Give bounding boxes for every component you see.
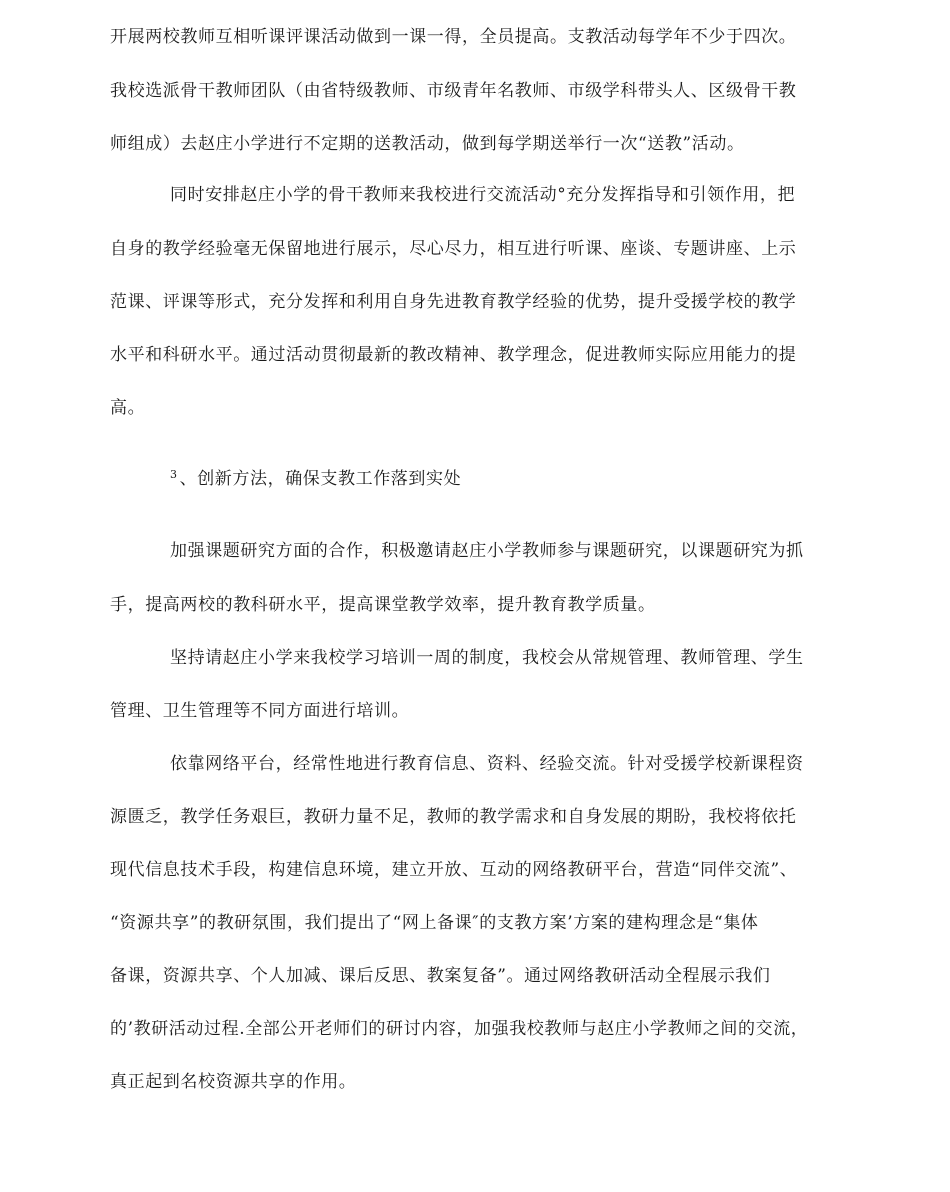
- section-title: 、创新方法，确保支教工作落到实处: [179, 469, 462, 489]
- text-line: 备课，资源共享、个人加减、课后反思、教案复备”。通过网络教研活动全程展示我们: [110, 966, 771, 986]
- paragraph-start: 坚持请赵庄小学来我校学习培训一周的制度，我校会从常规管理、教师管理、学生: [170, 648, 804, 668]
- text-line: 现代信息技术手段，构建信息环境，建立开放、互动的网络教研平台，营造“同伴交流”、: [110, 860, 798, 880]
- paragraph-start: 同时安排赵庄小学的骨干教师来我校进行交流活动°充分发挥指导和引领作用，把: [170, 185, 796, 205]
- text-line: 我校选派骨干教师团队（由省特级教师、市级青年名教师、市级学科带头人、区级骨干教: [110, 81, 797, 101]
- text-line: 范课、评课等形式，充分发挥和利用自身先进教育教学经验的优势，提升受援学校的教学: [110, 292, 797, 312]
- text-line: 管理、卫生管理等不同方面进行培训。: [110, 701, 410, 721]
- text-line: “资源共享”的教研氛围，我们提出了“网上备课″的支教方案’方案的建构理念是“集体: [110, 913, 759, 933]
- text-line: 水平和科研水平。通过活动贯彻最新的教改精神、教学理念，促进教师实际应用能力的提: [110, 345, 797, 365]
- text-line: 真正起到名校资源共享的作用。: [110, 1072, 357, 1092]
- text-line: 源匮乏，教学任务艰巨，教研力量不足，教师的教学需求和自身发展的期盼，我校将依托: [110, 807, 797, 827]
- text-line: 高。: [110, 398, 146, 418]
- paragraph-start: 依靠网络平台，经常性地进行教育信息、资料、经验交流。针对受援学校新课程资: [170, 754, 804, 774]
- section-heading: [170, 463, 461, 491]
- paragraph-start: 加强课题研究方面的合作，积极邀请赵庄小学教师参与课题研究，以课题研究为抓: [170, 541, 804, 561]
- section-number: 3: [170, 468, 178, 481]
- text-line: 师组成）去赵庄小学进行不定期的送教活动，做到每学期送举行一次“送教”活动。: [110, 134, 745, 154]
- text-line: 开展两校教师互相听课评课活动做到一课一得，全员提高。支教活动每学年不少于四次。: [110, 27, 797, 47]
- text-line: 手，提高两校的教科研水平，提高课堂教学效率，提升教育教学质量。: [110, 595, 656, 615]
- text-line: 的’教研活动过程.全部公开老师们的研讨内容，加强我校教师与赵庄小学教师之间的交流，: [110, 1019, 809, 1039]
- text-line: 自身的教学经验毫无保留地进行展示，尽心尽力，相互进行听课、座谈、专题讲座、上示: [110, 239, 797, 259]
